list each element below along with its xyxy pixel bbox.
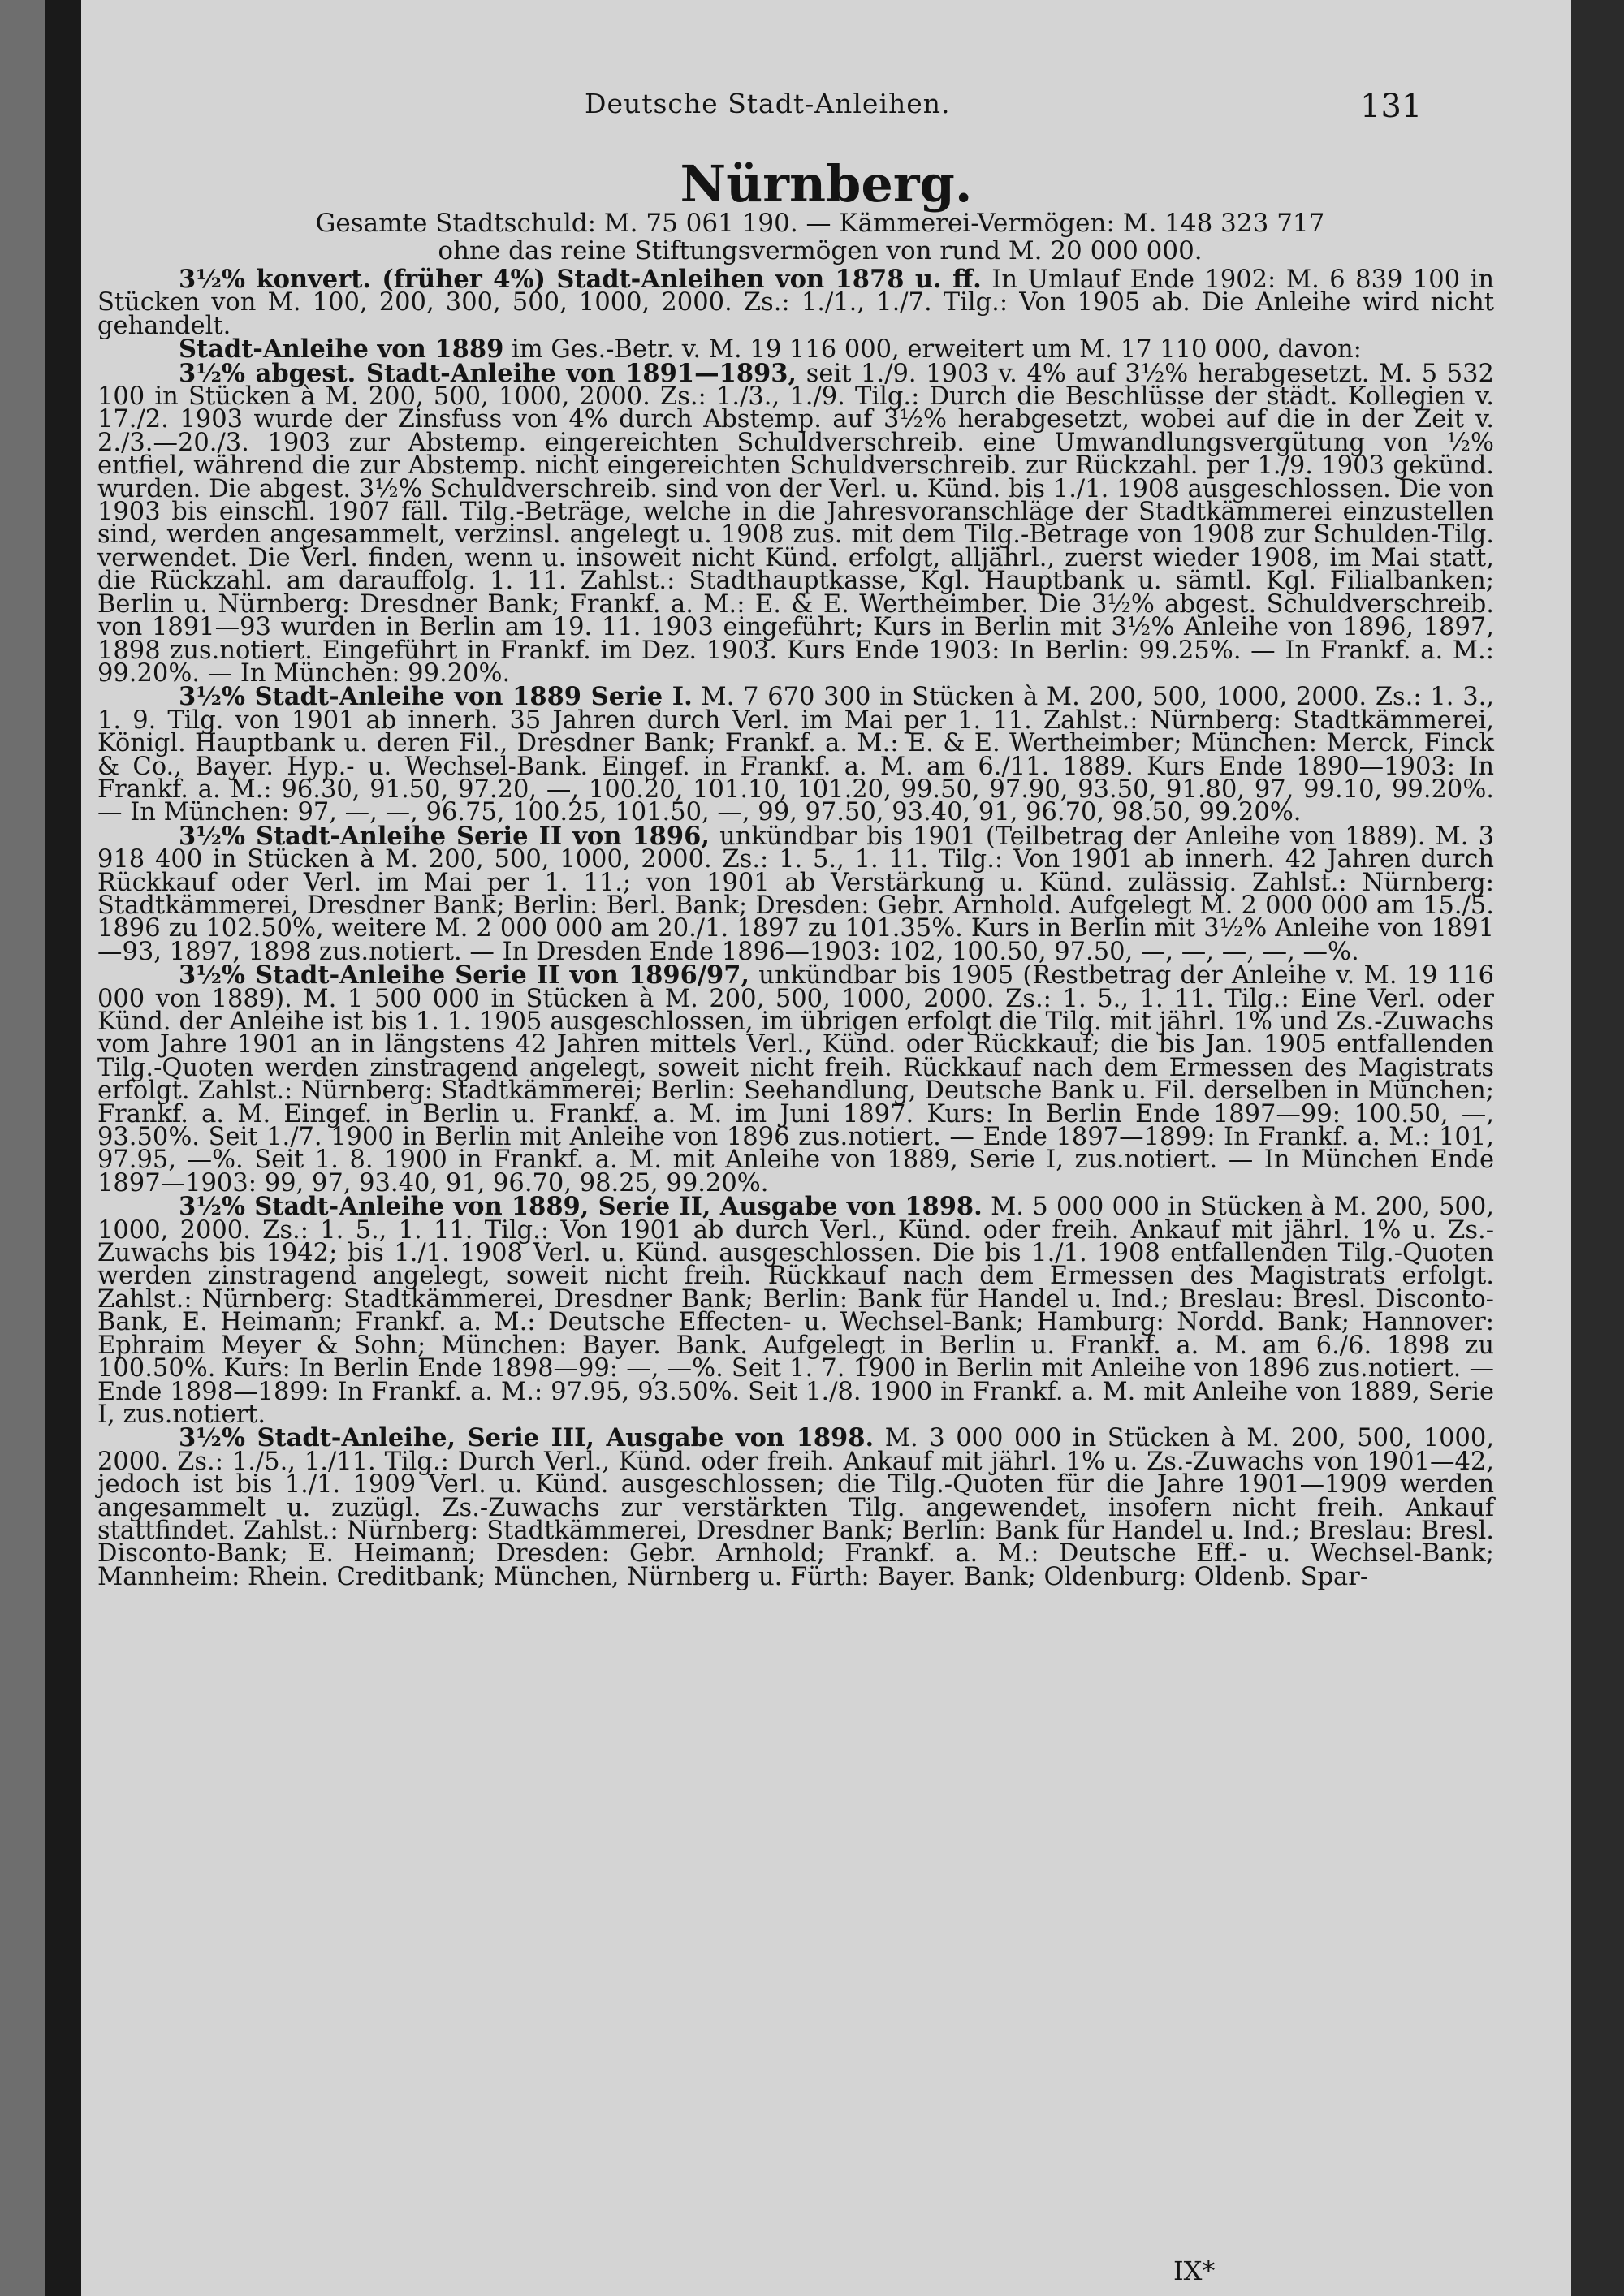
loan-text: seit 1./9. 1903 v. 4% auf 3½% herabgesetzt. M. 5 532 100 in Stücken à M. 200, 500, 1000, 2000. Zs.: 1./3., 1./9. Tilg.: Durch die Beschlüsse der städt. Kollegien v. 17./2. 1903 wurde der Zinsfuss von 4% durch Abstemp. auf 3½% herabgesetzt, wobei auf die in der Zeit v. 2./3.—20./3. 1903 zur Abstemp. eingereichten Schuldverschreib. eine Umwandlungsvergütung von ½% entfiel, während die zur Abstemp. nicht eingereichten Schuldverschreib. zur Rückzahl. per 1./9. 1903 gekünd. wurden. Die abgest. 3½% Schuldverschreib. sind von der Verl. u. Künd. bis 1./1. 1908 ausgeschlossen. Die von 1903 bis einschl. 1907 fäll. Tilg.-Beträge, welche in die Jahresvoranschläge der Stadtkämmerei einzustellen sind, werden angesammelt, verzinsl. angelegt u. 1908 zus. mit dem Tilg.-Betrage von 1908 zur Schulden-Tilg. verwendet. Die Verl. finden, wenn u. insoweit nicht Künd. erfolgt, alljährl., zuerst wieder 1908, im Mai statt, die Rückzahl. am darauffolg. 1. 11. Zahlst.: Stadthauptkasse, Kgl. Hauptbank u. sämtl. Kgl. Filialbanken; Berlin u. Nürnberg: Dresdner Bank; Frankf. a. M.: E. & E. Wertheimber. Die 3½% abgest. Schuldverschreib. von 1891—93 wurden in Berlin am 19. 11. 1903 eingeführt; Kurs in Berlin mit 3½% Anleihe von 1896, 1897, 1898 zus.notiert. Eingeführt in Frankf. im Dez. 1903. Kurs Ende 1903: In Berlin: 99.25%. — In Frankf. a. M.: 99.20%. — In München: 99.20%.: [97, 359, 1494, 688]
scan-margin-right: [1571, 0, 1624, 2296]
loan-entry: [97, 960, 1494, 1198]
page-number: 131: [1360, 88, 1423, 125]
loan-heading: 3½% abgest. Stadt-Anleihe von 1891—1893,: [179, 358, 797, 388]
loan-entry: [97, 682, 1494, 827]
city-debt-line: Gesamte Stadtschuld: M. 75 061 190. — Kämmerei-Vermögen: M. 148 323 717: [315, 209, 1325, 238]
loan-entry: [97, 1423, 1495, 1591]
running-title: Deutsche Stadt-Anleihen.: [585, 88, 951, 119]
loan-heading: 3½% Stadt-Anleihe von 1889 Serie I.: [179, 682, 693, 712]
loan-heading: 3½% konvert. (früher 4%) Stadt-Anleihen von 1878 u. ff.: [179, 265, 982, 294]
loan-heading: 3½% Stadt-Anleihe Serie II von 1896/97,: [179, 960, 750, 990]
loan-heading: Stadt-Anleihe von 1889: [179, 334, 504, 365]
loan-text: In Umlauf Ende 1902: M. 6 839 100 in Stücken von M. 100, 200, 300, 500, 1000, 2000. Zs.: 1./1., 1./7. Tilg.: Von 1905 ab. Die Anleihe wird nicht gehandelt.: [97, 265, 1494, 340]
loan-text: M. 7 670 300 in Stücken à M. 200, 500, 1000, 2000. Zs.: 1. 3., 1. 9. Tilg. von 1901 ab innerh. 35 Jahren durch Verl. im Mai per 1. 11. Zahlst.: Nürnberg: Stadtkämmerei, Königl. Hauptbank u. deren Fil., Dresdner Bank; Frankf. a. M.: E. & E. Wertheimber; München: Merck, Finck & Co., Bayer. Hyp.- u. Wechsel-Bank. Eingef. in Frankf. a. M. am 6./11. 1889. Kurs Ende 1890—1903: In Frankf. a. M.: 96.30, 91.50, 97.20, —, 100.20, 101.10, 101.20, 99.50, 97.90, 93.50, 91.80, 97, 99.10, 99.20%. — In München: 97, —, —, 96.75, 100.25, 101.50, —, 99, 97.50, 93.40, 91, 96.70, 98.50, 99.20%.: [97, 683, 1494, 827]
city-assets-line: ohne das reine Stiftungsvermögen von rund M. 20 000 000.: [438, 236, 1203, 265]
loan-entry: [97, 1192, 1494, 1429]
city-title: Nürnberg.: [680, 154, 973, 214]
book-gutter-shadow: [45, 0, 81, 2296]
loan-entry: [97, 358, 1494, 688]
loan-heading: 3½% Stadt-Anleihe Serie II von 1896,: [179, 821, 710, 851]
loan-text: unkündbar bis 1905 (Restbetrag der Anleihe v. M. 19 116 000 von 1889). M. 1 500 000 in Stücken à M. 200, 500, 1000, 2000. Zs.: 1. 5., 1. 11. Tilg.: Eine Verl. oder Künd. der Anleihe ist bis 1. 1. 1905 ausgeschlossen, im übrigen erfolgt die Tilg. mit jährl. 1% und Zs.-Zuwachs vom Jahre 1901 an in längstens 42 Jahren mittels Verl., Künd. oder Rückkauf; die bis Jan. 1905 entfallenden Tilg.-Quoten werden zinstragend angelegt, soweit nicht freih. Rückkauf nach dem Ermessen des Magistrats erfolgt. Zahlst.: Nürnberg: Stadtkämmerei; Berlin: Seehandlung, Deutsche Bank u. Fil. derselben in München; Frankf. a. M. Eingef. in Berlin u. Frankf. a. M. im Juni 1897. Kurs: In Berlin Ende 1897—99: 100.50, —, 93.50%. Seit 1./7. 1900 in Berlin mit Anleihe von 1896 zus.notiert. — Ende 1897—1899: In Frankf. a. M.: 101, 97.95, —%. Seit 1. 8. 1900 in Frankf. a. M. mit Anleihe von 1889, Serie I, zus.notiert. — In München Ende 1897—1903: 99, 97, 93.40, 91, 96.70, 98.25, 99.20%.: [97, 961, 1494, 1198]
loan-entry: [97, 821, 1494, 966]
loan-entry: [97, 265, 1494, 340]
signature-mark: IX*: [1173, 2255, 1216, 2286]
loan-text: unkündbar bis 1901 (Teilbetrag der Anleihe von 1889). M. 3 918 400 in Stücken à M. 200, 500, 1000, 2000. Zs.: 1. 5., 1. 11. Tilg.: Von 1901 ab innerh. 42 Jahren durch Rückkauf oder Verl. im Mai per 1. 11.; von 1901 ab Verstärkung u. Künd. zulässig. Zahlst.: Nürnberg: Stadtkämmerei, Dresdner Bank; Berlin: Berl. Bank; Dresden: Gebr. Arnhold. Aufgelegt M. 2 000 000 am 15./5. 1896 zu 102.50%, weitere M. 2 000 000 am 20./1. 1897 zu 101.35%. Kurs in Berlin mit 3½% Anleihe von 1891—93, 1897, 1898 zus.notiert. — In Dresden Ende 1896—1903: 102, 100.50, 97.50, —, —, —, —, —%.: [97, 822, 1494, 966]
loan-text: im Ges.-Betr. v. M. 19 116 000, erweitert um M. 17 110 000, davon:: [512, 335, 1362, 365]
loan-heading: 3½% Stadt-Anleihe, Serie III, Ausgabe von 1898.: [179, 1423, 875, 1453]
loan-heading: 3½% Stadt-Anleihe von 1889, Serie II, Ausgabe von 1898.: [179, 1192, 983, 1222]
scan-margin-left: [0, 0, 45, 2296]
loan-text: M. 5 000 000 in Stücken à M. 200, 500, 1000, 2000. Zs.: 1. 5., 1. 11. Tilg.: Von 1901 ab durch Verl., Künd. oder freih. Ankauf mit jährl. 1% u. Zs.-Zuwachs bis 1942; bis 1./1. 1908 Verl. u. Künd. ausgeschlossen. Die bis 1./1. 1908 entfallenden Tilg.-Quoten werden zinstragend angelegt, soweit nicht freih. Rückkauf nach dem Ermessen des Magistrats erfolgt. Zahlst.: Nürnberg: Stadtkämmerei, Dresdner Bank; Berlin: Bank für Handel u. Ind.; Breslau: Bresl. Disconto-Bank, E. Heimann; Frankf. a. M.: Deutsche Effecten- u. Wechsel-Bank; Hamburg: Nordd. Bank; Hannover: Ephraim Meyer & Sohn; München: Bayer. Bank. Aufgelegt in Berlin u. Frankf. a. M. am 6./6. 1898 zu 100.50%. Kurs: In Berlin Ende 1898—99: —, —%. Seit 1. 7. 1900 in Berlin mit Anleihe von 1896 zus.notiert. — Ende 1898—1899: In Frankf. a. M.: 97.95, 93.50%. Seit 1./8. 1900 in Frankf. a. M. mit Anleihe von 1889, Serie I, zus.notiert.: [97, 1193, 1494, 1429]
loan-text: M. 3 000 000 in Stücken à M. 200, 500, 1000, 2000. Zs.: 1./5., 1./11. Tilg.: Durch Verl., Künd. oder freih. Ankauf mit jährl. 1% u. Zs.-Zuwachs von 1901—42, jedoch ist bis 1./1. 1909 Verl. u. Künd. ausgeschlossen; die Tilg.-Quoten für die Jahre 1901—1909 werden angesammelt u. zuzügl. Zs.-Zuwachs zur verstärkten Tilg. angewendet, insofern nicht freih. Ankauf stattfindet. Zahlst.: Nürnberg: Stadtkämmerei, Dresdner Bank; Berlin: Bank für Handel u. Ind.; Breslau: Bresl. Disconto-Bank; E. Heimann; Dresden: Gebr. Arnhold; Frankf. a. M.: Deutsche Eff.- u. Wechsel-Bank; Mannheim: Rhein. Creditbank; München, Nürnberg u. Fürth: Bayer. Bank; Oldenburg: Oldenb. Spar-: [97, 1424, 1495, 1591]
document-page: [81, 0, 1571, 2296]
loan-entries: [97, 265, 1495, 1591]
city-summary: [227, 209, 1413, 265]
